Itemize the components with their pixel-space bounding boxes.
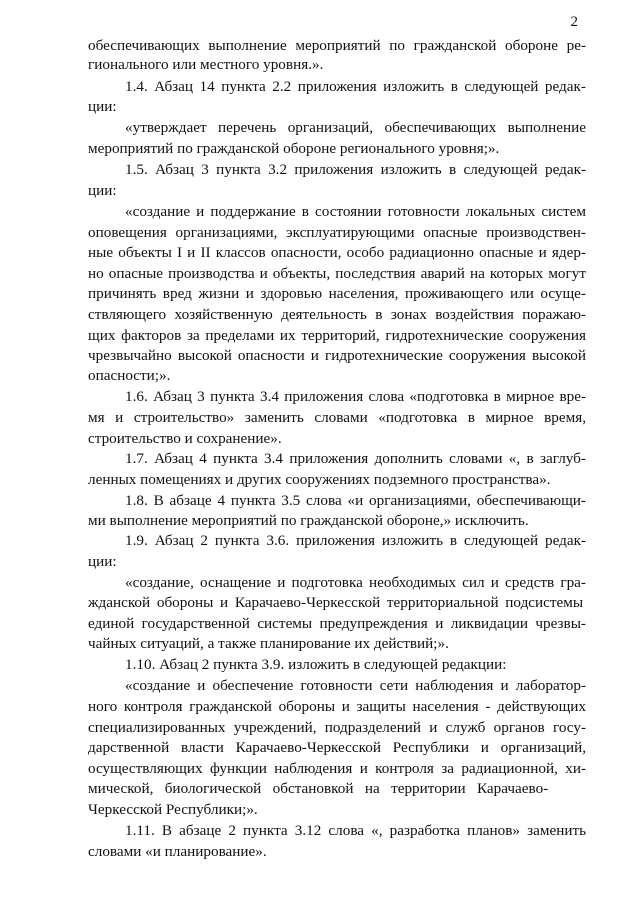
text-line: «создание, оснащение и подготовка необходимых сил и средств гра- [125,574,586,591]
text-line: осуществляющих функции наблюдения и контроля за радиационной, хи- [88,759,587,777]
text-line: ствляющего хозяйственную деятельность в зонах воздействия поражаю- [88,306,586,323]
text-line: ции: [88,553,117,570]
text-line: но опасные производства и объекты, последствия аварий на которых могут [88,264,586,282]
text-line: чрезвычайно высокой опасности и гидротехнические сооружения высокой [88,347,587,365]
text-line: 1.5. Абзац 3 пункта 3.2 приложения изложить в следующей редак- [125,161,587,179]
text-line: Черкесской Республики;». [88,800,258,818]
text-line: чайных ситуаций, а также планирование их действий;». [88,635,449,653]
text-line: ленных помещениях и других сооружениях подземного пространства». [88,470,551,488]
text-line: мероприятий по гражданской обороне регионального уровня;». [88,140,500,158]
text-line: гионального или местного уровня.». [88,56,324,74]
text-line: причинять вред жизни и здоровью населения, проживающего или осуще- [88,284,586,302]
text-line: словами «и планирование». [88,843,267,860]
text-line: 1.8. В абзаце 4 пункта 3.5 слова «и организациями, обеспечивающи- [125,491,586,509]
text-line: ции: [88,181,117,199]
text-line: ми выполнение мероприятий по гражданской обороне,» исключить. [88,511,529,529]
page-number: 2 [570,14,578,30]
text-line: 1.6. Абзац 3 пункта 3.4 приложения слова «подготовка в мирное вре- [125,388,587,406]
text-line: жданской обороны и Карачаево-Черкесской территориальной подсистемы [88,594,584,612]
text-line: ции: [88,98,117,116]
text-line: оповещения организациями, эксплуатирующими опасные производствен- [88,223,586,241]
text-line: «создание и обеспечение готовности сети наблюдения и лаборатор- [125,677,587,695]
text-line: мя и строительство» заменить словами «подготовка в мирное время, [88,408,586,426]
text-line: 1.10. Абзац 2 пункта 3.9. изложить в следующей редакции: [125,655,507,673]
text-line: мической, биологической обстановкой на территории Карачаево- [88,779,549,797]
text-line: дарственной власти Карачаево-Черкесской Республики и организаций, [88,738,586,756]
text-line: строительство и сохранение». [88,429,282,447]
text-line: опасности;». [88,367,171,385]
text-line: обеспечивающих выполнение мероприятий по гражданской обороне ре- [88,37,587,54]
text-line: ного контроля гражданской обороны и защиты населения - действующих [88,697,587,715]
text-line: 1.11. В абзаце 2 пункта 3.12 слова «, разработка планов» заменить [125,822,587,839]
text-line: щих факторов за пределами их территорий, гидротехнические сооружения [88,327,586,344]
text-line: ные объекты I и II классов опасности, особо радиационно опасные и ядер- [88,243,586,261]
text-line: единой государственной системы предупреждения и ликвидации чрезвы- [88,615,586,633]
text-line: специализированных учреждений, подразделений и служб органов госу- [88,718,587,736]
text-line: 1.9. Абзац 2 пункта 3.6. приложения изложить в следующей редак- [125,532,587,549]
text-line: 1.4. Абзац 14 пункта 2.2 приложения изложить в следующей редак- [125,78,586,96]
text-line: «создание и поддержание в состоянии готовности локальных систем [125,202,587,220]
text-line: «утверждает перечень организаций, обеспечивающих выполнение [125,119,586,137]
text-line: 1.7. Абзац 4 пункта 3.4 приложения дополнить словами «, в заглуб- [125,449,586,467]
